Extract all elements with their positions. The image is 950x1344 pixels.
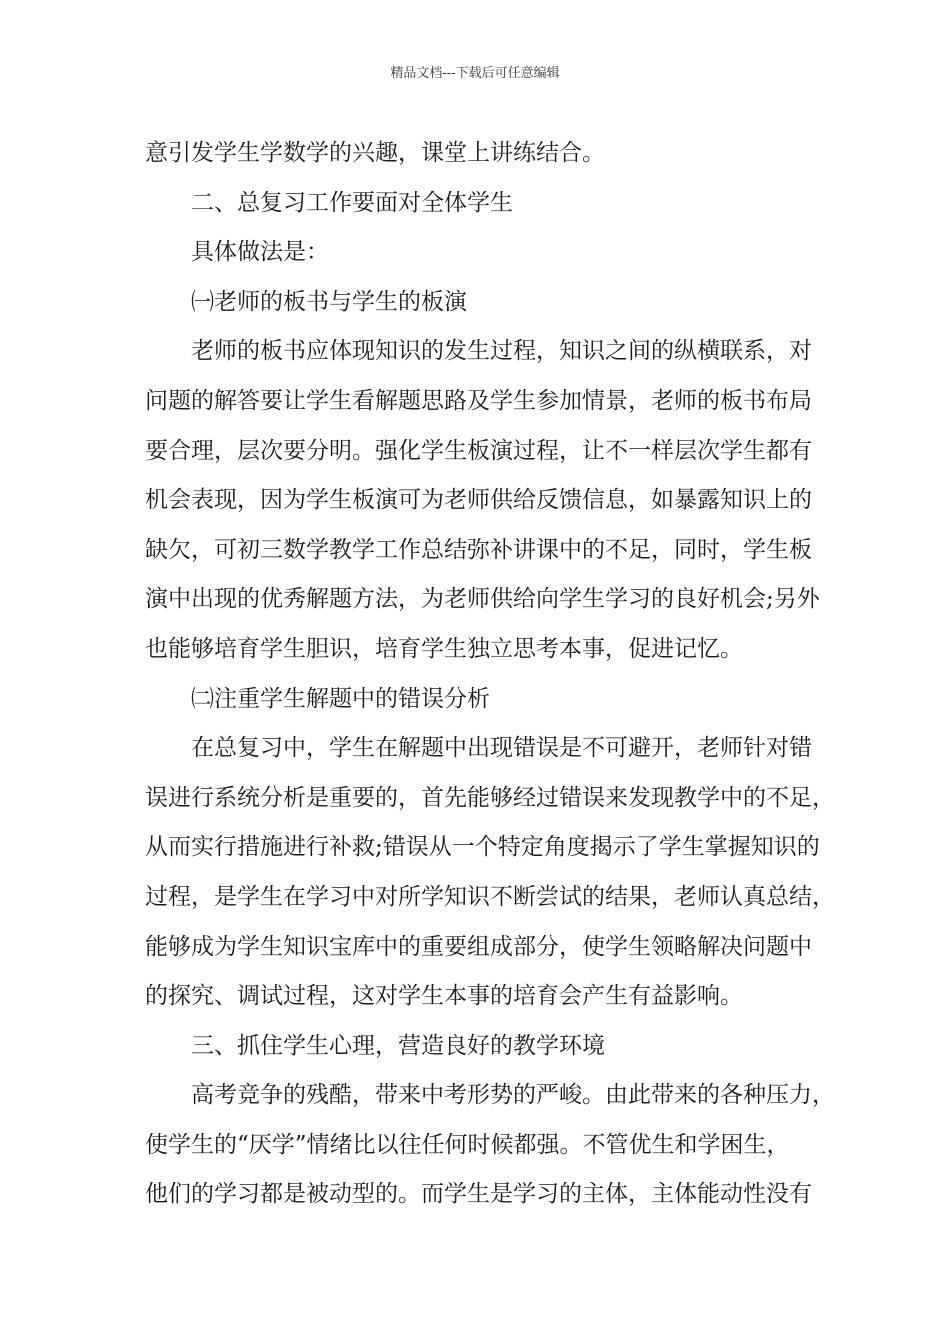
text-line: 老师的板书应体现知识的发生过程，知识之间的纵横联系，对 <box>191 338 812 365</box>
text-line: 二、总复习工作要面对全体学生 <box>191 189 513 216</box>
text-line: 演中出现的优秀解题方法，为老师供给向学生学习的良好机会;另外 <box>145 586 820 613</box>
text-line: 意引发学生学数学的兴趣，课堂上讲练结合。 <box>145 140 605 166</box>
text-line: ㈠老师的板书与学生的板演 <box>191 288 467 315</box>
text-line: 问题的解答要让学生看解题思路及学生参加情景，老师的板书布局 <box>145 387 812 414</box>
text-line: 从而实行措施进行补救;错误从一个特定角度揭示了学生掌握知识的 <box>145 834 820 861</box>
text-line: 具体做法是： <box>191 239 329 266</box>
text-line: 高考竞争的残酷，带来中考形势的严峻。由此带来的各种压力， <box>191 1082 835 1109</box>
text-line: 缺欠，可初三数学教学工作总结弥补讲课中的不足，同时，学生板 <box>145 536 812 563</box>
document-body <box>145 129 835 1220</box>
text-line: 在总复习中，学生在解题中出现错误是不可避开，老师针对错 <box>191 735 812 762</box>
text-line: 使学生的“厌学”情绪比以往任何时候都强。不管优生和学困生， <box>145 1131 790 1158</box>
text-line: 要合理，层次要分明。强化学生板演过程，让不一样层次学生都有 <box>145 437 812 464</box>
text-line: 过程，是学生在学习中对所学知识不断尝试的结果，老师认真总结， <box>145 883 835 910</box>
text-line: 三、抓住学生心理，营造良好的教学环境 <box>191 1032 605 1059</box>
text-line: ㈡注重学生解题中的错误分析 <box>191 685 490 712</box>
text-line: 机会表现，因为学生板演可为老师供给反馈信息，如暴露知识上的 <box>145 487 812 514</box>
page-header: 精品文档---下载后可任意编辑 <box>390 66 560 81</box>
text-line: 能够成为学生知识宝库中的重要组成部分，使学生领略解决问题中 <box>145 933 812 960</box>
text-line: 误进行系统分析是重要的，首先能够经过错误来发现教学中的不足， <box>145 784 835 811</box>
text-line: 也能够培育学生胆识，培育学生独立思考本事，促进记忆。 <box>145 635 743 662</box>
text-line: 的探究、调试过程，这对学生本事的培育会产生有益影响。 <box>145 983 743 1010</box>
text-line: 他们的学习都是被动型的。而学生是学习的主体，主体能动性没有 <box>145 1181 812 1208</box>
